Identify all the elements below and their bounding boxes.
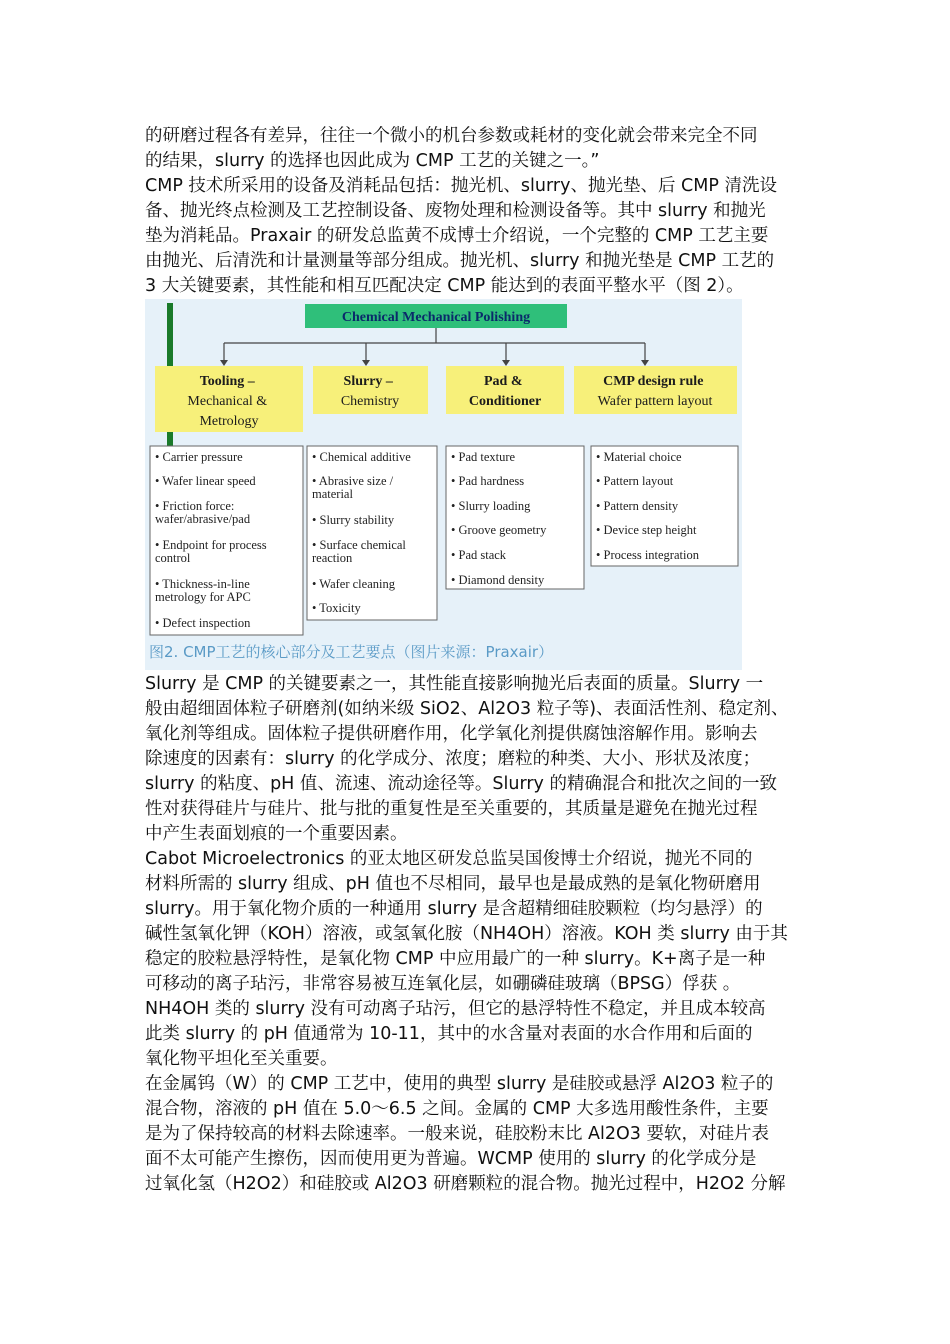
category-items-pad: • Pad texture • Pad hardness • Slurry loading • Groove geometry • Pad stack • Diamond density [451, 450, 547, 587]
text-line: 氧化剂等组成。固体粒子提供研磨作用，化学氧化剂提供腐蚀溶解作用。影响去 [145, 724, 758, 744]
text-line: 除速度的因素有：slurry 的化学成分、浓度；磨粒的种类、大小、形状及浓度； [145, 749, 761, 769]
text-line: 的结果，slurry 的选择也因此成为 CMP 工艺的关键之一。” [145, 151, 600, 171]
text-line: 面不太可能产生擦伤，因而使用更为普遍。WCMP 使用的 slurry 的化学成分是 [145, 1149, 757, 1169]
arrow-head [641, 360, 649, 366]
text-line: 垫为消耗品。Praxair 的研发总监黄不成博士介绍说，一个完整的 CMP 工艺主要 [145, 226, 769, 246]
text-line: 过氧化氢（H2O2）和硅胶或 Al2O3 研磨颗粒的混合物。抛光过程中，H2O2 分解 [145, 1174, 786, 1194]
text-line: slurry 的粘度、pH 值、流速、流动途径等。Slurry 的精确混合和批次之间的一致 [145, 774, 777, 794]
category-items-slurry: • Chemical additive • Abrasive size / material • Slurry stability • Surface chemical reaction • Wafer cleaning • Toxicity [312, 450, 411, 615]
root-label: Chemical Mechanical Polishing [341, 310, 531, 325]
text-line: 性对获得硅片与硅片、批与批的重复性是至关重要的，其质量是避免在抛光过程 [145, 799, 758, 819]
text-line: Slurry 是 CMP 的关键要素之一，其性能直接影响抛光后表面的质量。Slurry 一 [145, 674, 764, 694]
intro-text [145, 124, 817, 299]
text-line: 由抛光、后清洗和计量测量等部分组成。抛光机、slurry 和抛光垫是 CMP 工艺的 [145, 251, 775, 271]
category-items-design: • Material choice • Pattern layout • Pattern density • Device step height • Process integration [596, 450, 699, 562]
text-line: CMP 技术所采用的设备及消耗品包括：抛光机、slurry、抛光垫、后 CMP 清洗设 [145, 176, 777, 196]
category-items-tooling: • Carrier pressure • Wafer linear speed • Friction force: wafer/abrasive/pad • Endpoint for process control • Thickness-in-line metrology for APC • Defect inspection [155, 450, 267, 630]
text-line: 般由超细固体粒子研磨剂(如纳米级 SiO2、Al2O3 粒子等)、表面活性剂、稳定剂、 [145, 699, 789, 719]
text-line: 碱性氢氧化钾（KOH）溶液，或氢氧化胺（NH4OH）溶液。KOH 类 slurry 由于其 [145, 924, 788, 944]
arrow-head [220, 360, 228, 366]
body-text [145, 672, 817, 1197]
text-line: 此类 slurry 的 pH 值通常为 10-11，其中的水含量对表面的水合作用和后面的 [145, 1024, 753, 1044]
cmp-figure [145, 299, 742, 670]
category-list-pad [446, 446, 584, 589]
cmp-diagram [145, 299, 742, 639]
text-line: Cabot Microelectronics 的亚太地区研发总监吴国俊博士介绍说，抛光不同的 [145, 849, 753, 869]
arrow-head [362, 360, 370, 366]
category-title-slurry: Slurry – Chemistry [340, 374, 400, 409]
text-line: 可移动的离子玷污，非常容易被互连氧化层，如硼磷硅玻璃（BPSG）俘获 。 [145, 974, 741, 994]
text-line: slurry。用于氧化物介质的一种通用 slurry 是含超精细硅胶颗粒（均匀悬浮）的 [145, 899, 763, 919]
text-line: NH4OH 类的 slurry 没有可动离子玷污，但它的悬浮特性不稳定，并且成本较高 [145, 999, 766, 1019]
text-line: 的研磨过程各有差异，往往一个微小的机台参数或耗材的变化就会带来完全不同 [145, 126, 758, 146]
text-line: 材料所需的 slurry 组成、pH 值也不尽相同，最早也是最成熟的是氧化物研磨用 [145, 874, 761, 894]
arrow-head [502, 360, 510, 366]
text-line: 氧化物平坦化至关重要。 [145, 1049, 338, 1069]
text-line: 备、抛光终点检测及工艺控制设备、废物处理和检测设备等。其中 slurry 和抛光 [145, 201, 766, 221]
category-list-slurry [307, 446, 437, 620]
text-line: 中产生表面划痕的一个重要因素。 [145, 824, 408, 844]
category-title-pad: Pad & Conditioner [468, 374, 542, 409]
text-line: 在金属钨（W）的 CMP 工艺中，使用的典型 slurry 是硅胶或悬浮 Al2O3 粒子的 [145, 1074, 774, 1094]
text-line: 稳定的胶粒悬浮特性，是氧化物 CMP 中应用最广的一种 slurry。K+离子是一种 [145, 949, 766, 969]
text-line: 是为了保持较高的材料去除速率。一般来说，硅胶粉末比 Al2O3 要软，对硅片表 [145, 1124, 769, 1144]
text-line: 3 大关键要素，其性能和相互匹配决定 CMP 能达到的表面平整水平（图 2）。 [145, 276, 744, 296]
text-line: 混合物，溶液的 pH 值在 5.0～6.5 之间。金属的 CMP 大多选用酸性条件，主要 [145, 1099, 769, 1119]
figure-caption: 图2. CMP工艺的核心部分及工艺要点（图片来源：Praxair） [149, 643, 554, 661]
category-title-tooling: Tooling – Mechanical & Metrology [187, 374, 268, 429]
category-title-design: CMP design rule Wafer pattern layout [597, 374, 713, 409]
